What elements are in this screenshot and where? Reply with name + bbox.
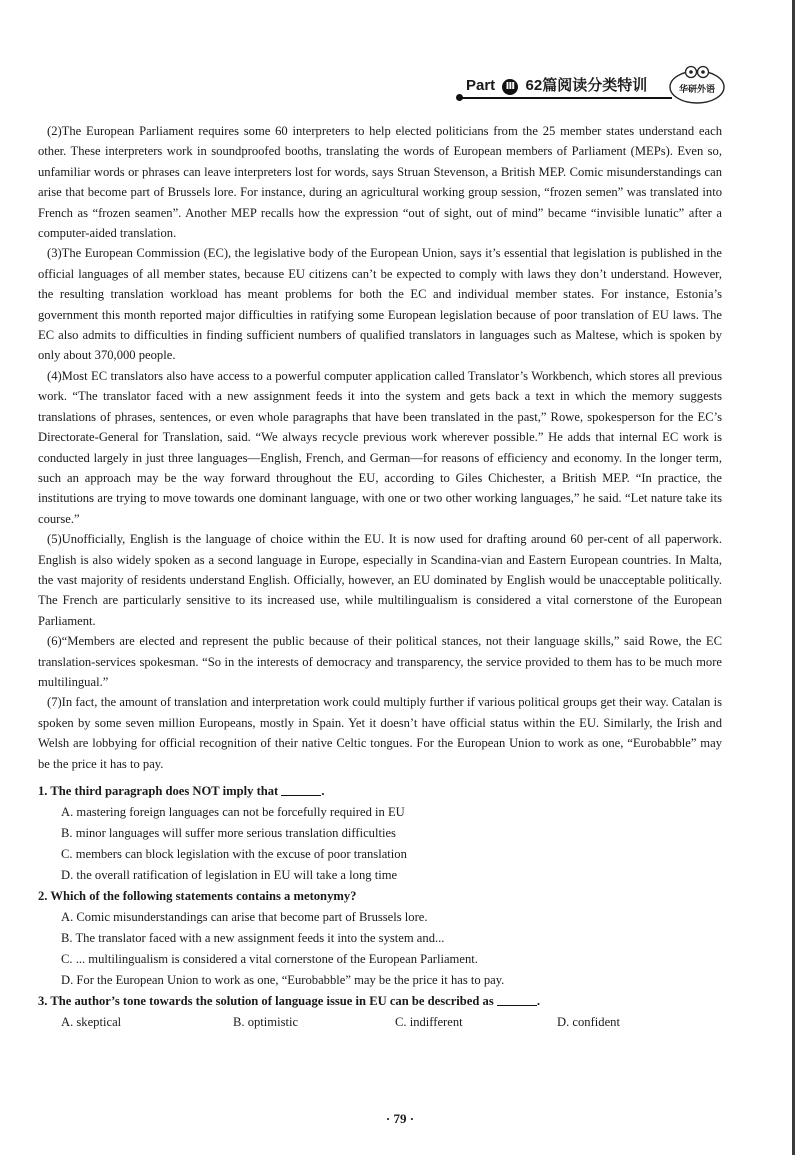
- option-d: D. the overall ratification of legislation in EU will take a long time: [61, 868, 398, 882]
- part-label: Part: [466, 77, 496, 94]
- option-c: C. indifferent: [395, 1015, 463, 1029]
- paragraph-2: (2)The European Parliament requires some 60 interpreters to help elected politicians from the 25 member states understand each other. These interpreters work in soundproofed booths, translating the words of European members of Parliament (MEPs). Even so, unfamiliar words or phrases can leave interpreters lost for words, says Struan Stevenson, a British MEP. Comic misunderstandings can arise that become part of Brussels lore. For instance, during an agricultural working group session, “frozen semen” was translated into French as “frozen seamen”. Another MEP recalls how the expression “out of sight, out of mind” became “invisible lunatic” after a computer-aided translation.: [38, 124, 722, 241]
- page-number: · 79 ·: [385, 1111, 415, 1126]
- paragraph-6: (6)“Members are elected and represent the public because of their political stances, not their language skills,” said Rowe, the EC translation-services spokesman. “So in the interests of democracy and transparency, the service provided to them has to be much more multilingual.”: [38, 634, 722, 689]
- paragraph-4: (4)Most EC translators also have access to a powerful computer application called Translator’s Workbench, which stores all previous work. “The translator faced with a new assignment feeds it into the system and gets back a text in which the memory suggests translations of phrases, sentences, or even whole paragraphs that have been translated in the past,” Rowe, spokesperson for the EC’s Directorate-General for Translation, said. “We always recycle previous work wherever possible.” He adds that internal EC work is conducted largely in just three languages—English, French, and German—for reasons of efficiency and economy. In the longer term, such an approach may be the way forward throughout the EU, according to Giles Chichester, a British MEP. “In practice, the institutions are trying to move towards one dominant language, with one or two other working languages,” he said. “Let nature take its course.”: [38, 368, 722, 526]
- question-1: [38, 781, 722, 886]
- option-b: B. optimistic: [233, 1015, 299, 1029]
- part-number-badge: Ⅲ: [502, 79, 518, 95]
- option-c: C. ... multilingualism is considered a vital cornerstone of the European Parliament.: [61, 952, 478, 966]
- option-b: B. minor languages will suffer more serious translation difficulties: [61, 826, 396, 840]
- page-header: [0, 58, 800, 108]
- section-title: [466, 74, 647, 95]
- question-stem: 3. The author’s tone towards the solution of language issue in EU can be described as .: [38, 994, 541, 1008]
- option-a: A. skeptical: [61, 1015, 122, 1029]
- page-content: [38, 121, 722, 1033]
- header-bullet-dot: [456, 94, 463, 101]
- question-2: [38, 886, 722, 991]
- section-title-text: 62篇阅读分类特训: [525, 77, 648, 94]
- option-a: A. mastering foreign languages can not be forcefully required in EU: [61, 805, 405, 819]
- option-a: A. Comic misunderstandings can arise that become part of Brussels lore.: [61, 910, 428, 924]
- option-c: C. members can block legislation with the excuse of poor translation: [61, 847, 407, 861]
- options-row: [38, 1012, 722, 1033]
- logo-text: 华研外语: [678, 85, 715, 95]
- answer-blank: [497, 993, 537, 1006]
- question-stem: 1. The third paragraph does NOT imply that .: [38, 784, 325, 798]
- option-b: B. The translator faced with a new assignment feeds it into the system and...: [61, 931, 445, 945]
- book-spine-edge: [792, 0, 795, 1155]
- paragraph-5: (5)Unofficially, English is the language of choice within the EU. It is now used for drafting around 60 per-cent of all paperwork. English is also widely spoken as a second language in Europe, especially in Scandina-vian and Eastern European countries. In Malta, the vast majority of residents understand English. Officially, however, an EU dominated by English would be unacceptable politically. The French are particularly sensitive to its increased use, while multilingualism is considered a vital cornerstone of the European Parliament.: [38, 532, 722, 628]
- option-d: D. confident: [557, 1015, 620, 1029]
- publisher-logo: [667, 62, 727, 106]
- answer-blank: [281, 783, 321, 796]
- option-d: D. For the European Union to work as one, “Eurobabble” may be the price it has to pay.: [61, 973, 505, 987]
- question-stem: 2. Which of the following statements contains a metonymy?: [38, 889, 357, 903]
- question-3: [38, 991, 722, 1033]
- paragraph-7: (7)In fact, the amount of translation and interpretation work could multiply further if various political groups get their way. Catalan is spoken by some seven million Europeans, mostly in Spain. Yet it doesn’t have official status within the EU. Similarly, the Irish and Welsh are lobbying for official recognition of their native Celtic tongues. For the European Union to work as one, “Eurobabble” may be the price it has to pay.: [38, 695, 722, 771]
- header-underline: [462, 97, 672, 99]
- paragraph-3: (3)The European Commission (EC), the legislative body of the European Union, says it’s essential that legislation is published in the official languages of all member states, because EU citizens can’t be expected to comply with laws they don’t understand. However, the resulting translation workload has meant problems for both the EC and individual member states. For instance, Estonia’s government this month reported major difficulties in ratifying some European legislation because of poor translation of EU laws. The EC also admits to difficulties in finding sufficient numbers of qualified translators in languages such as Maltese, which is spoken by only about 370,000 people.: [38, 246, 722, 363]
